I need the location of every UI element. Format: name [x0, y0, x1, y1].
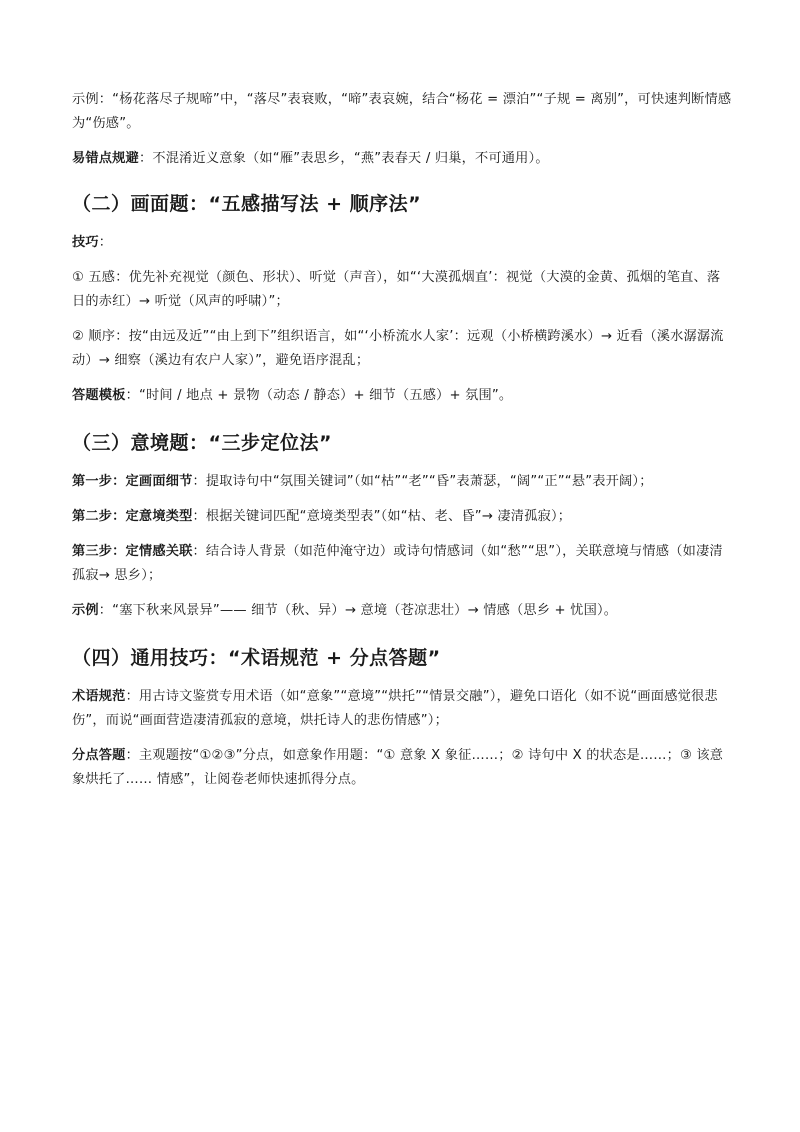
points-text: ：主观题按“①②③”分点，如意象作用题：“① 意象 X 象征……；② 诗句中 X 的状态是……；③ 该意象烘托了…… 情感”，让阅卷老师快速抓得分点。: [72, 748, 724, 787]
section-heading-picture: （二）画面题：“五感描写法 + 顺序法”: [72, 193, 422, 215]
points-paragraph: [72, 744, 732, 792]
terms-text: ：用古诗文鉴赏专用术语（如“意象”“意境”“烘托”“情景交融”），避免口语化（如不说“画面感觉很悲伤”，而说“画面营造凄清孤寂的意境，烘托诗人的悲伤情感”）；: [72, 689, 718, 728]
template-paragraph: [72, 384, 732, 408]
step2-text: ：根据关键词匹配“意境类型表”（如“枯、老、昏”→ 凄清孤寂）；: [192, 509, 572, 524]
step3-paragraph: [72, 540, 732, 588]
pitfall-text: ：不混淆近义意象（如“雁”表思乡，“燕”表春天 / 归巢，不可通用）。: [138, 151, 549, 166]
points-label: 分点答题: [72, 748, 126, 763]
step2-label: 第二步：定意境类型: [72, 509, 193, 524]
tip-order: [72, 325, 732, 373]
mood-example-label: 示例: [72, 603, 99, 618]
step3-label: 第三步：定情感关联: [72, 544, 193, 559]
step1-paragraph: [72, 470, 732, 494]
step1-text: ：提取诗句中“氛围关键词”（如“枯”“老”“昏”表萧瑟，“阔”“正”“悬”表开阔）；: [192, 474, 653, 489]
template-label: 答题模板: [72, 388, 126, 403]
tip-five-senses: [72, 266, 732, 314]
tip-order-text: ② 顺序：按“由远及近”“由上到下”组织语言，如“‘小桥流水人家’：远观（小桥横跨溪水）→ 近看（溪水潺潺流动）→ 细察（溪边有农户人家）”，避免语序混乱；: [72, 329, 724, 368]
document-page: [72, 88, 732, 803]
pitfall-label: 易错点规避: [72, 151, 139, 166]
step3-text: ：结合诗人背景（如范仲淹守边）或诗句情感词（如“愁”“思”），关联意境与情感（如凄清孤寂→ 思乡）；: [72, 544, 723, 583]
mood-example-paragraph: [72, 599, 732, 623]
tips-colon: ：: [98, 235, 113, 250]
example-paragraph: [72, 88, 732, 136]
terms-label: 术语规范: [72, 689, 126, 704]
pitfall-paragraph: [72, 147, 732, 171]
example-text: 示例：“杨花落尽子规啼”中，“落尽”表衰败，“啼”表哀婉，结合“杨花 = 漂泊”“子规 = 离别”，可快速判断情感为“伤感”。: [72, 92, 732, 131]
section-heading-mood: （三）意境题：“三步定位法”: [72, 432, 332, 454]
mood-example-text: ：“塞下秋来风景异”—— 细节（秋、异）→ 意境（苍凉悲壮）→ 情感（思乡 + 忧国）。: [98, 603, 618, 618]
step1-label: 第一步：定画面细节: [72, 474, 193, 489]
step2-paragraph: [72, 505, 732, 529]
tips-label: 技巧: [72, 235, 99, 250]
tip-five-senses-text: ① 五感：优先补充视觉（颜色、形状）、听觉（声音），如“‘大漠孤烟直’：视觉（大漠的金黄、孤烟的笔直、落日的赤红）→ 听觉（风声的呼啸）”；: [72, 270, 721, 309]
section-heading-general: （四）通用技巧：“术语规范 + 分点答题”: [72, 647, 441, 669]
terms-paragraph: [72, 685, 732, 733]
tips-paragraph: [72, 231, 732, 255]
template-text: ：“时间 / 地点 + 景物（动态 / 静态）+ 细节（五感）+ 氛围”。: [125, 388, 513, 403]
